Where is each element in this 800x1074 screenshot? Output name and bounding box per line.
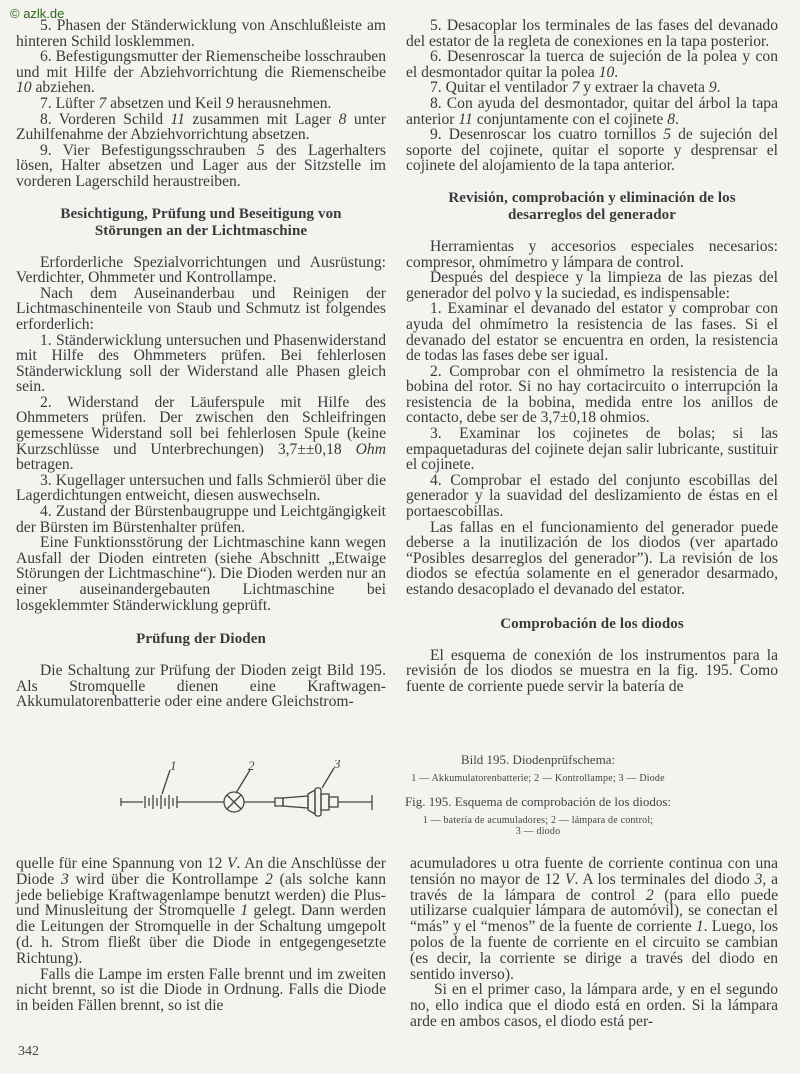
figure-label-1: 1 [170,760,177,773]
paragraph: Nach dem Auseinanderbau und Reinigen der Lichtmaschinenteile von Staub und Schmutz ist folgendes erforderlich: [16,284,386,333]
page-number: 342 [18,1044,39,1059]
paragraph: El esquema de conexión de los instrumentos para la revisión de los diodos se muestra en la fig. 195. Como fuente de corriente puede servir la batería de [406,646,778,695]
check-4: 4. Comprobar el estado del conjunto escobillas del generador y la suavidad del deslizamiento de éstas en el portaescobillas. [406,471,778,521]
german-column-top [16,18,386,710]
figure-label-2: 2 [248,760,255,773]
lamp-symbol [224,792,244,812]
check-3: 3. Examinar los cojinetes de bolas; si las empaquetaduras del cojinete dejan salir lubricante, sustituir el cojinete. [406,425,778,474]
german-column-bottom [16,856,386,1014]
figure-label-3: 3 [334,760,341,771]
leader-line-1 [162,770,170,794]
paragraph: Falls die Lampe im ersten Falle brennt und im zweiten nicht brennt, so ist die Diode in Ordnung. Falls die Diode in beiden Fällen brennt, so ist die [16,965,386,1015]
paragraph: Las fallas en el funcionamiento del generador puede deberse a la inutilización de los diodos (ver apartado “Posibles desarreglos del generador”). La revisión de los diodos se efectúa solamente en el generador desarmado, estando desacoplado el devanado del estator. [406,518,778,598]
battery-symbol [145,795,177,809]
step-7: 7. Quitar el ventilador 7 y extraer la chaveta 9. [430,79,721,97]
check-1: 1. Ständerwicklung untersuchen und Phasenwiderstand mit Hilfe des Ohmmeters prüfen. Bei fehlerlosen Ständerwicklung soll der Widerstand alle Phasen gleich sein. [16,331,386,396]
diode-test-circuit-diagram [110,760,410,830]
leader-line-2 [236,770,250,793]
spanish-column-top [406,18,778,694]
step-7: 7. Lüfter 7 absetzen und Keil 9 herausnehmen. [40,94,332,112]
step-9: 9. Vier Befestigungsschrauben 5 des Lagerhalters lösen, Halter absetzen und Lager aus der Sitzstelle im vorderen Lagerschild heraustreiben. [16,141,386,190]
section-heading-inspection: Besichtigung, Prüfung und Beseitigung von Störungen an der Lichtmaschine [60,205,342,239]
caption-es-title: Fig. 195. Esquema de comprobación de los diodos: [404,794,672,809]
paragraph: Si en el primer caso, la lámpara arde, y en el segundo no, ello indica que el diodo está en orden. Si la lámpara arde en ambos casos, el diodo está per- [410,981,778,1030]
section-heading-revision: Revisión, comprobación y eliminación de los desarreglos del generador [448,189,736,223]
check-2: 2. Widerstand der Läuferspule mit Hilfe des Ohmmeters prüfen. Der zwischen den Schleifringen gemessene Widerstand soll bei fehlerlosen Spule (keine Kurzschlüsse und Unterbrechungen) 3,7±±0,18 Ohm betragen. [16,393,386,474]
step-5: 5. Phasen der Ständerwicklung von Anschlußleiste am hinteren Schild losklemmen. [16,17,386,50]
caption-es-legend-1: 1 — batería de acumuladores; 2 — lámpara de control; [422,815,654,826]
watermark: © azlk.de [10,6,65,21]
paragraph: Después del despiece y la limpieza de las piezas del generador del polvo y la suciedad, es indispensable: [406,269,778,302]
step-5: 5. Desacoplar los terminales de las fases del devanado del estator de la regleta de conexiones en la tapa posterior. [406,17,778,50]
check-4: 4. Zustand der Bürstenbaugruppe und Leichtgängigkeit der Bürsten im Bürstenhalter prüfen. [16,503,386,536]
check-3: 3. Kugellager untersuchen und falls Schmieröl über die Lagerdichtungen entweicht, diesen auswechseln. [16,471,386,505]
paragraph: quelle für eine Spannung von 12 V. An die Anschlüsse der Diode 3 wird über die Kontrollampe 2 (als solche kann jede beliebige Kraftwagenlampe benutzt werden) die Plus- und Minusleitung der Stromquelle 1 gelegt. Dann werden die Leitungen der Stromquelle in der Schaltung umgepolt (d. h. Strom fließt über die Diode in entgegengesetzte Richtung). [16,855,386,967]
caption-es-legend-2: 3 — diodo [515,826,561,837]
paragraph: Erforderliche Spezialvorrichtungen und Ausrüstung: Verdichter, Ohmmeter und Kontrollampe. [16,253,386,287]
paragraph: Eine Funktionsstörung der Lichtmaschine kann wegen Ausfall der Dioden eintreten (siehe Abschnitt „Etwaige Störungen der Lichtmaschine“). Die Dioden werden nur an einer auseinandergebauten Lichtmaschine bei losgeklemmter Ständerwicklung geprüft. [16,534,386,614]
step-8: 8. Con ayuda del desmontador, quitar del árbol la tapa anterior 11 conjuntamente con el cojinete 8. [406,94,778,128]
caption-de-legend: 1 — Akkumulatorenbatterie; 2 — Kontrollampe; 3 — Diode [411,773,665,784]
paragraph: Die Schaltung zur Prüfung der Dioden zeigt Bild 195. Als Stromquelle dienen eine Kraftwagen-Akkumulatorenbatterie oder eine andere Gleichstrom- [16,662,386,711]
paragraph: acumuladores u otra fuente de corriente continua con una tensión no mayor de 12 V. A los terminales del diodo 3, a través de la lámpara de control 2 (para ello puede utilizarse cualquier lámpara de automóvil), se conectan el “más” y el “menos” de la fuente de corriente 1. Luego, los polos de la fuente de corriente en el circuito se cambian (es decir, la corriente se dirige a través del diodo en sentido inverso). [410,855,779,983]
paragraph: Herramientas y accesorios especiales necesarios: compresor, ohmímetro y lámpara de control. [406,237,778,271]
diode-symbol [275,788,338,816]
step-9: 9. Desenroscar los cuatro tornillos 5 de sujeción del soporte del cojinete, quitar el soporte y desprensar el cojinete del alojamiento de la tapa anterior. [406,126,778,175]
caption-de-title: Bild 195. Diodenprüfschema: [460,752,616,767]
step-6: 6. Desenroscar la tuerca de sujeción de la polea y con el desmontador quitar la polea 10. [406,48,778,81]
leader-line-3 [322,768,334,788]
step-6: 6. Befestigungsmutter der Riemenscheibe losschrauben und mit Hilfe der Abziehvorrichtung die Riemenscheibe 10 abziehen. [16,48,387,97]
step-8: 8. Vorderen Schild 11 zusammen mit Lager 8 unter Zuhilfenahme der Abziehvorrichtung absetzen. [16,110,386,144]
section-heading-diode-test: Prüfung der Dioden [136,631,266,648]
section-heading-diode-check: Comprobación de los diodos [500,615,684,632]
check-2: 2. Comprobar con el ohmímetro la resistencia de la bobina del rotor. Si no hay cortacircuito o interrupción la resistencia de la bobina, medida entre los anillos de contacto, debe ser de 3,7±0,18 ohmios. [406,362,778,427]
spanish-column-bottom [410,856,778,1030]
check-1: 1. Examinar el devanado del estator y comprobar con ayuda del ohmímetro la resistencia de las fases. Si el devanado del estator se encuentra en orden, la resistencia de todas las fases debe ser igual. [406,300,778,365]
